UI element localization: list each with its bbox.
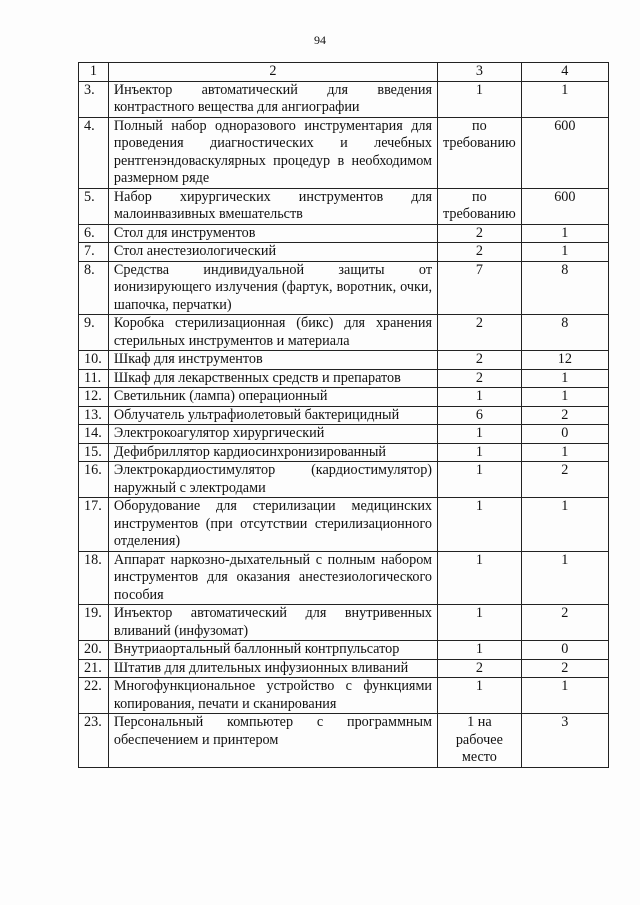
row-count: 0 xyxy=(521,425,608,444)
row-number: 10. xyxy=(79,351,109,370)
table-row xyxy=(79,261,609,315)
row-quantity: 1 xyxy=(438,388,522,407)
row-count: 1 xyxy=(521,498,608,552)
row-number: 6. xyxy=(79,224,109,243)
row-number: 12. xyxy=(79,388,109,407)
row-number: 19. xyxy=(79,605,109,641)
row-number: 4. xyxy=(79,117,109,188)
table-header-row xyxy=(79,63,609,82)
row-number: 13. xyxy=(79,406,109,425)
row-count: 8 xyxy=(521,261,608,315)
row-name: Набор хирургических инструментов для малоинвазивных вмешательств xyxy=(108,188,437,224)
row-quantity: 2 xyxy=(438,224,522,243)
row-count: 0 xyxy=(521,641,608,660)
table-row xyxy=(79,425,609,444)
row-quantity: 1 xyxy=(438,81,522,117)
row-quantity: 6 xyxy=(438,406,522,425)
row-quantity: 1 на рабочее место xyxy=(438,714,522,768)
row-number: 21. xyxy=(79,659,109,678)
row-count: 600 xyxy=(521,188,608,224)
row-count: 1 xyxy=(521,81,608,117)
row-number: 14. xyxy=(79,425,109,444)
row-name: Электрокардиостимулятор (кардиостимулятор) наружный с электродами xyxy=(108,462,437,498)
row-name: Инъектор автоматический для внутривенных вливаний (инфузомат) xyxy=(108,605,437,641)
row-name: Штатив для длительных инфузионных вливаний xyxy=(108,659,437,678)
table-row xyxy=(79,605,609,641)
row-number: 15. xyxy=(79,443,109,462)
equipment-table xyxy=(78,62,609,768)
row-quantity: 2 xyxy=(438,315,522,351)
row-name: Стол анестезиологический xyxy=(108,243,437,262)
row-quantity: 1 xyxy=(438,498,522,552)
row-quantity: 1 xyxy=(438,678,522,714)
row-number: 8. xyxy=(79,261,109,315)
table-row xyxy=(79,678,609,714)
table-row xyxy=(79,462,609,498)
row-number: 23. xyxy=(79,714,109,768)
table-row xyxy=(79,315,609,351)
row-quantity: 2 xyxy=(438,351,522,370)
row-number: 17. xyxy=(79,498,109,552)
header-col-4: 4 xyxy=(521,63,608,82)
row-quantity: 7 xyxy=(438,261,522,315)
row-quantity: 1 xyxy=(438,443,522,462)
row-count: 12 xyxy=(521,351,608,370)
row-quantity: по требованию xyxy=(438,188,522,224)
row-quantity: 1 xyxy=(438,551,522,605)
row-name: Шкаф для инструментов xyxy=(108,351,437,370)
row-quantity: по требованию xyxy=(438,117,522,188)
row-count: 1 xyxy=(521,243,608,262)
row-number: 20. xyxy=(79,641,109,660)
row-name: Аппарат наркозно-дыхательный с полным набором инструментов для оказания анестезиологического пособия xyxy=(108,551,437,605)
row-count: 1 xyxy=(521,551,608,605)
row-quantity: 2 xyxy=(438,369,522,388)
page-number: 94 xyxy=(314,33,326,47)
row-count: 2 xyxy=(521,605,608,641)
table-row xyxy=(79,406,609,425)
row-count: 1 xyxy=(521,369,608,388)
row-count: 1 xyxy=(521,224,608,243)
row-number: 11. xyxy=(79,369,109,388)
row-count: 2 xyxy=(521,659,608,678)
table-row xyxy=(79,498,609,552)
row-number: 18. xyxy=(79,551,109,605)
table-row xyxy=(79,659,609,678)
header-col-2: 2 xyxy=(108,63,437,82)
table-row xyxy=(79,551,609,605)
row-number: 16. xyxy=(79,462,109,498)
row-quantity: 2 xyxy=(438,243,522,262)
row-count: 1 xyxy=(521,443,608,462)
row-count: 2 xyxy=(521,462,608,498)
row-quantity: 1 xyxy=(438,462,522,498)
row-quantity: 1 xyxy=(438,605,522,641)
table-row xyxy=(79,351,609,370)
row-quantity: 1 xyxy=(438,641,522,660)
table-row xyxy=(79,81,609,117)
row-name: Стол для инструментов xyxy=(108,224,437,243)
table-row xyxy=(79,388,609,407)
table-row xyxy=(79,714,609,768)
row-name: Светильник (лампа) операционный xyxy=(108,388,437,407)
row-number: 3. xyxy=(79,81,109,117)
row-number: 7. xyxy=(79,243,109,262)
row-count: 1 xyxy=(521,678,608,714)
row-name: Шкаф для лекарственных средств и препаратов xyxy=(108,369,437,388)
row-count: 3 xyxy=(521,714,608,768)
header-col-1: 1 xyxy=(79,63,109,82)
row-name: Дефибриллятор кардиосинхронизированный xyxy=(108,443,437,462)
header-col-3: 3 xyxy=(438,63,522,82)
table-row xyxy=(79,243,609,262)
row-number: 9. xyxy=(79,315,109,351)
table-row xyxy=(79,188,609,224)
table-row xyxy=(79,117,609,188)
row-name: Средства индивидуальной защиты от ионизирующего излучения (фартук, воротник, очки, шапочка, перчатки) xyxy=(108,261,437,315)
row-name: Внутриаортальный баллонный контрпульсатор xyxy=(108,641,437,660)
row-name: Коробка стерилизационная (бикс) для хранения стерильных инструментов и материала xyxy=(108,315,437,351)
row-count: 600 xyxy=(521,117,608,188)
table-row xyxy=(79,369,609,388)
row-name: Облучатель ультрафиолетовый бактерицидный xyxy=(108,406,437,425)
row-count: 1 xyxy=(521,388,608,407)
row-quantity: 1 xyxy=(438,425,522,444)
row-name: Персональный компьютер с программным обеспечением и принтером xyxy=(108,714,437,768)
row-name: Электрокоагулятор хирургический xyxy=(108,425,437,444)
row-quantity: 2 xyxy=(438,659,522,678)
table-row xyxy=(79,224,609,243)
row-number: 22. xyxy=(79,678,109,714)
row-count: 2 xyxy=(521,406,608,425)
row-name: Полный набор одноразового инструментария для проведения диагностических и лечебных рентгенэндоваскулярных процедур в необходимом размерном ряде xyxy=(108,117,437,188)
row-name: Оборудование для стерилизации медицинских инструментов (при отсутствии стерилизационного отделения) xyxy=(108,498,437,552)
table-row xyxy=(79,443,609,462)
row-number: 5. xyxy=(79,188,109,224)
table-row xyxy=(79,641,609,660)
row-name: Многофункциональное устройство с функциями копирования, печати и сканирования xyxy=(108,678,437,714)
row-name: Инъектор автоматический для введения контрастного вещества для ангиографии xyxy=(108,81,437,117)
row-count: 8 xyxy=(521,315,608,351)
